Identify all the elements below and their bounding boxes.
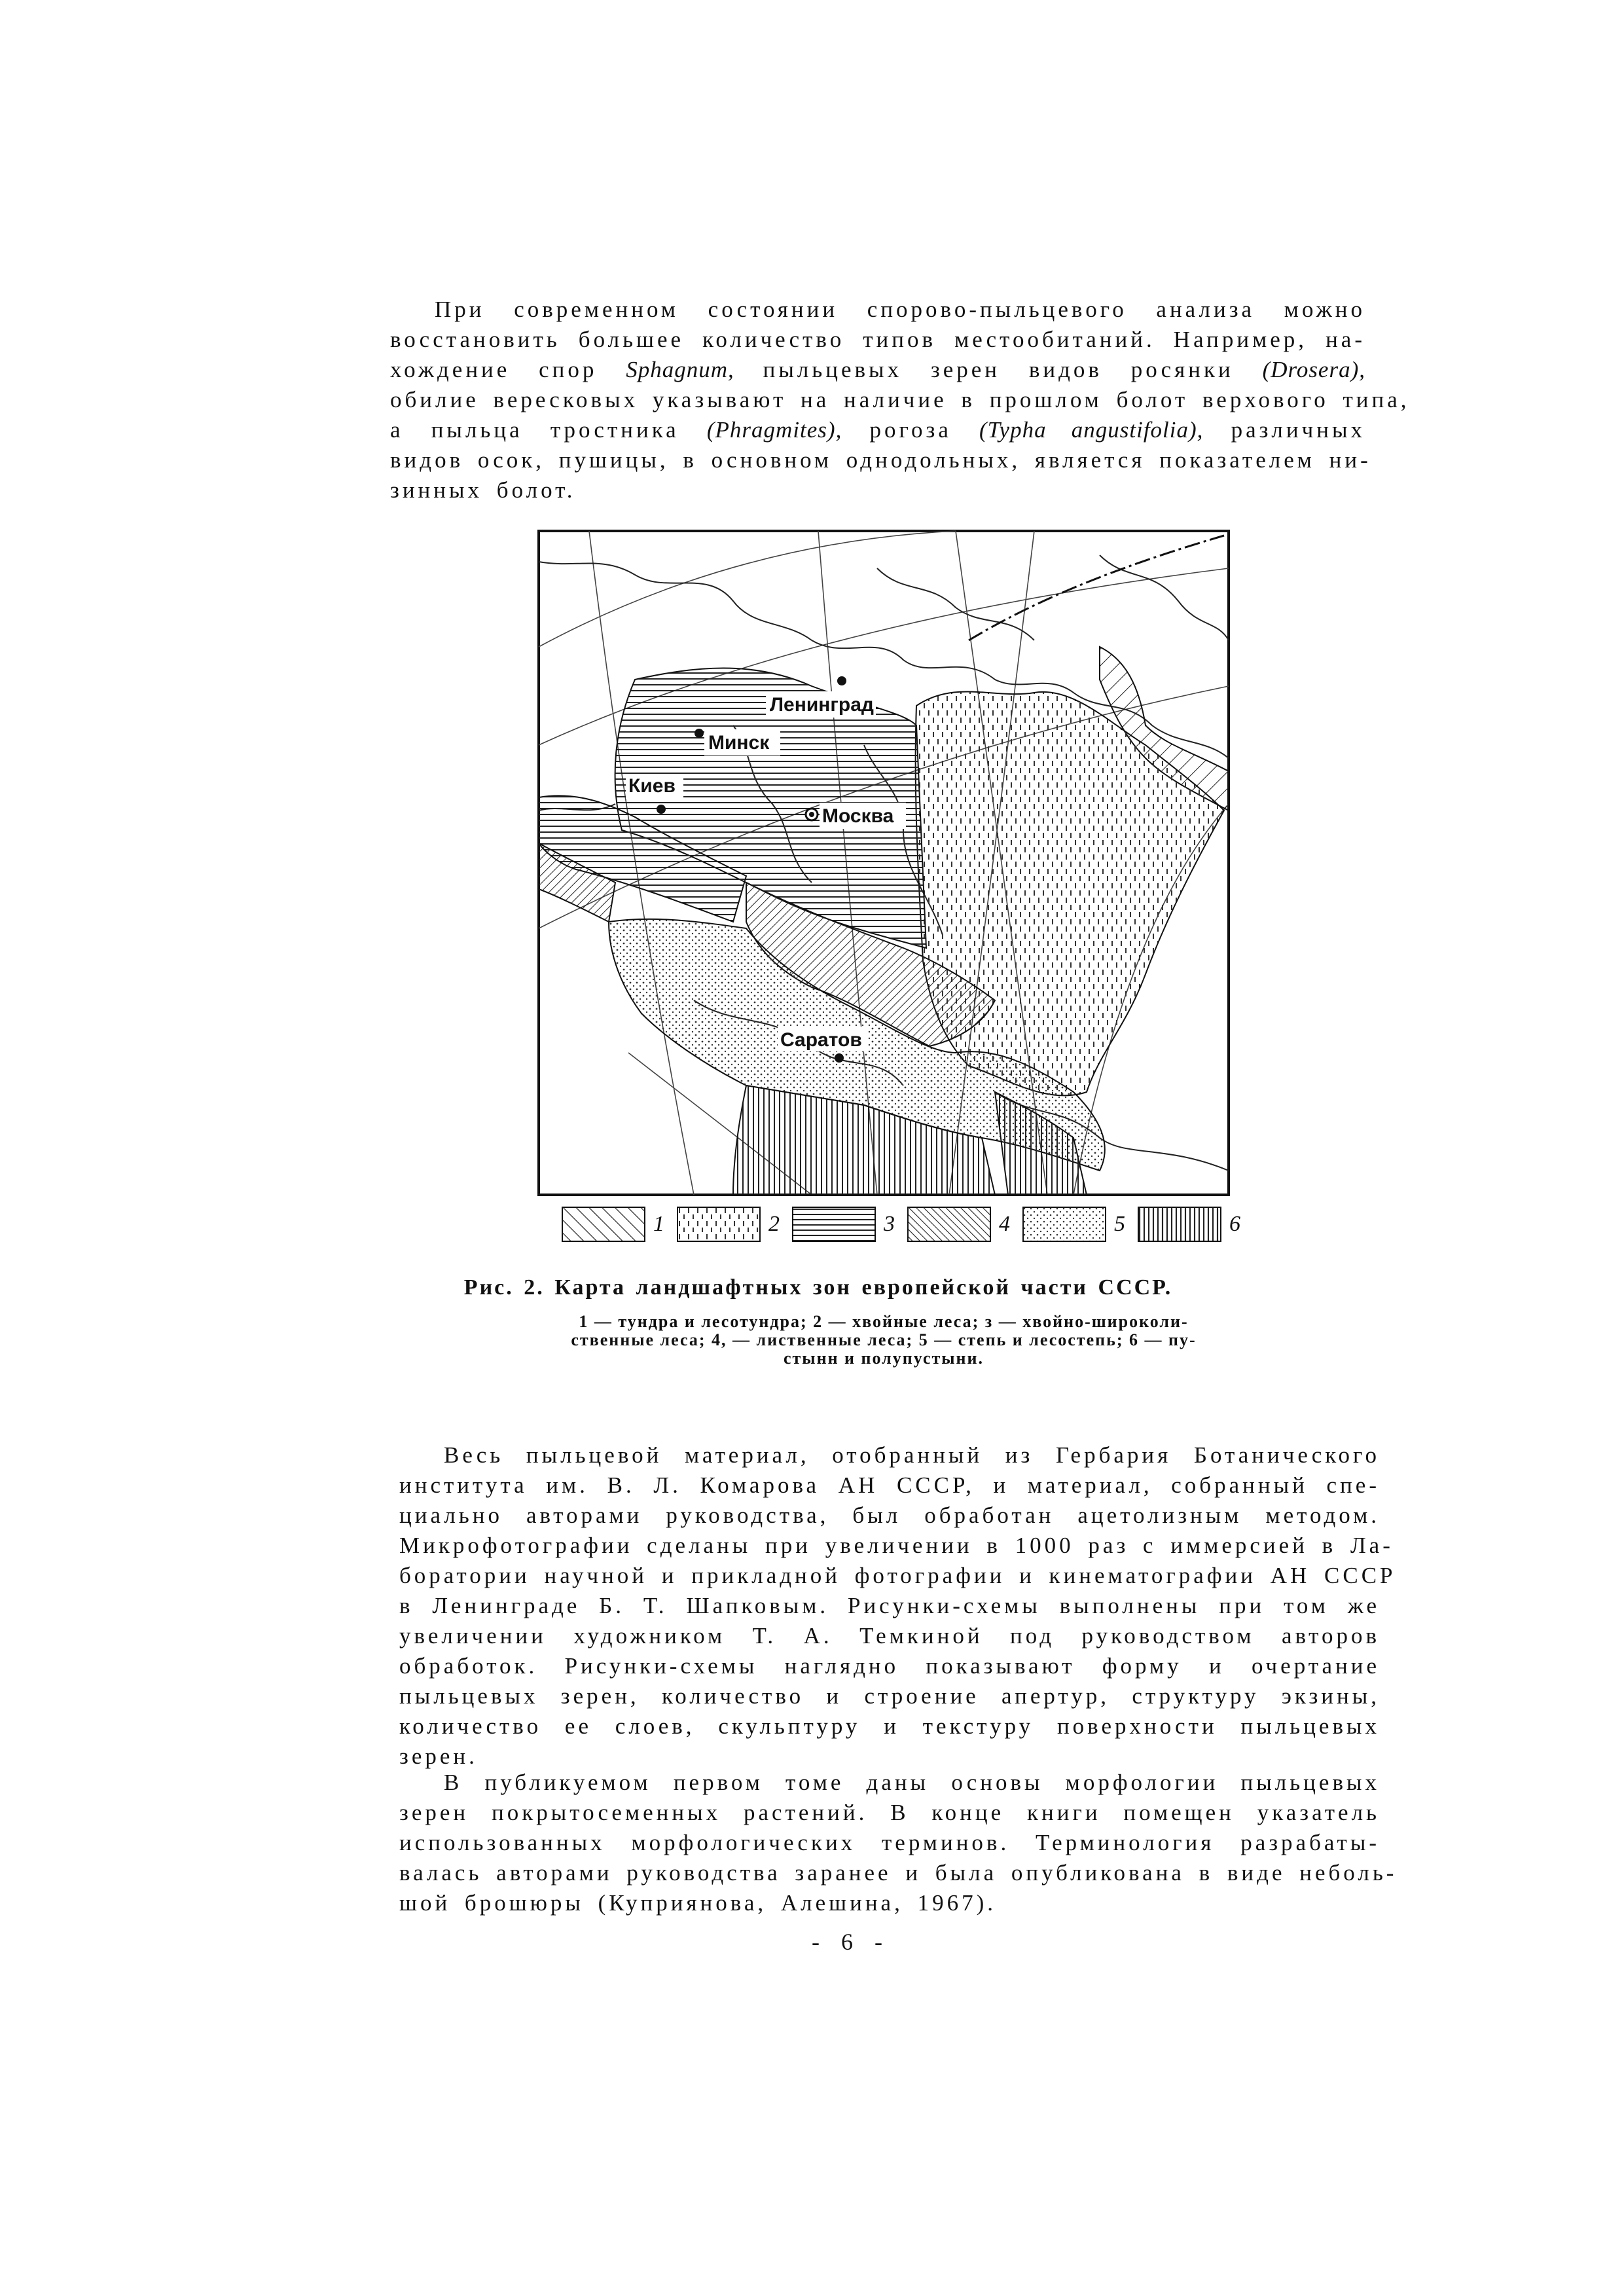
paragraph-text: обилие вересковых указывают на наличие в прошлом болот верхового типа,	[390, 387, 1410, 412]
paragraph-text: зинных болот.	[390, 477, 576, 503]
page-number	[812, 1928, 1008, 1956]
legend-swatch-dots-icon	[1022, 1207, 1106, 1242]
body-paragraph-2	[399, 1768, 1398, 1918]
paragraph-line: института им. В. Л. Комарова АН СССР, и материал, собранный спе-	[399, 1472, 1380, 1498]
paragraph-line: циально авторами руководства, был обработан ацетолизным методом.	[399, 1503, 1380, 1528]
paragraph-text: хождение спор	[390, 357, 626, 382]
legend-swatch-horizontal-lines-icon	[792, 1207, 876, 1242]
latin-taxon-name: (Typha angustifolia),	[979, 417, 1204, 443]
paragraph-line: обработок. Рисунки-схемы наглядно показывают форму и очертание	[399, 1653, 1380, 1679]
map-svg	[537, 529, 1231, 1197]
paragraph-line: количество ее слоев, скульптуру и текстуру поверхности пыльцевых	[399, 1713, 1380, 1739]
paragraph-line: зерен.	[399, 1743, 478, 1769]
paragraph-line: пыльцевых зерен, количество и строение апертур, структуру экзины,	[399, 1683, 1380, 1709]
latin-taxon-name: Sphagnum,	[626, 357, 734, 382]
paragraph-text: а пыльца тростника	[390, 417, 707, 443]
legend-swatch-vertical-dashes-icon	[677, 1207, 761, 1242]
paragraph-line	[390, 475, 1365, 505]
page-number-dash-right: -	[875, 1929, 890, 1955]
legend-number: 5	[1114, 1212, 1125, 1236]
paragraph-line	[390, 355, 1365, 385]
caption-line: 1 — тундра и лесотундра; 2 — хвойные леса; з — хвойно-широколи-	[579, 1312, 1189, 1331]
paragraph-text: рогоза	[842, 417, 980, 443]
city-label-moscow: Москва	[822, 805, 894, 827]
city-marker	[837, 676, 846, 685]
paragraph-line: В публикуемом первом томе даны основы морфологии пыльцевых	[444, 1770, 1380, 1795]
paragraph-line	[390, 295, 1365, 325]
figure-caption	[530, 1313, 1237, 1368]
city-marker	[835, 1053, 844, 1063]
legend-number: 6	[1229, 1212, 1240, 1236]
paragraph-line	[390, 325, 1365, 355]
paragraph-line: Микрофотографии сделаны при увеличении в 1000 раз с иммерсией в Ла-	[399, 1533, 1394, 1558]
city-marker	[695, 729, 704, 738]
caption-line: ственные леса; 4, — лиственные леса; 5 — степь и лесостепь; 6 — пу-	[571, 1330, 1197, 1349]
legend-number: 3	[884, 1212, 895, 1236]
paragraph-line: увеличении художником Т. А. Темкиной под руководством авторов	[399, 1623, 1380, 1649]
page-number-dash-left: -	[812, 1929, 827, 1955]
paragraph-line: боратории научной и прикладной фотографии и кинематографии АН СССР	[399, 1563, 1396, 1588]
city-label-kiev: Киев	[628, 775, 676, 797]
city-minsk	[695, 729, 780, 756]
paragraph-text: видов осок, пушицы, в основном однодольных, является показателем ни-	[390, 447, 1371, 473]
paragraph-line: зерен покрытосеменных растений. В конце книги помещен указатель	[399, 1800, 1380, 1825]
legend-swatch-diag-dense-icon	[907, 1207, 991, 1242]
latin-taxon-name: (Phragmites),	[706, 417, 842, 443]
legend-number: 2	[768, 1212, 780, 1236]
intro-paragraph	[390, 295, 1410, 505]
legend-swatch-diag-wide-icon	[562, 1207, 645, 1242]
city-label-leningrad: Ленинград	[770, 694, 874, 716]
landscape-zones-map	[537, 529, 1231, 1197]
figure-title: Рис. 2. Карта ландшафтных зон европейской части СССР.	[463, 1275, 1173, 1300]
caption-line: стынн и полупустыни.	[783, 1349, 984, 1368]
page-number-value: 6	[841, 1929, 861, 1955]
latin-taxon-name: (Drosera),	[1262, 357, 1365, 382]
legend-number: 1	[653, 1212, 664, 1236]
legend-number: 4	[999, 1212, 1010, 1236]
paragraph-text: При современном состоянии спорово-пыльцевого анализа можно	[435, 297, 1365, 322]
paragraph-line: в Ленинграде Б. Т. Шапковым. Рисунки-схемы выполнены при том же	[399, 1593, 1380, 1618]
city-marker	[657, 805, 666, 814]
city-label-saratov: Саратов	[780, 1029, 862, 1051]
paragraph-line	[390, 385, 1410, 415]
legend-swatch-vertical-lines-icon	[1138, 1207, 1221, 1242]
body-paragraph-1	[399, 1440, 1396, 1772]
paragraph-line	[390, 415, 1365, 445]
paragraph-line: валась авторами руководства заранее и была опубликована в виде неболь-	[399, 1860, 1398, 1886]
paragraph-line: Весь пыльцевой материал, отобранный из Гербария Ботанического	[444, 1442, 1380, 1468]
paragraph-line	[390, 445, 1371, 475]
city-moscow	[806, 803, 906, 829]
city-label-minsk: Минск	[708, 732, 770, 754]
map-legend	[562, 1207, 1240, 1246]
paragraph-text: пыльцевых зерен видов росянки	[734, 357, 1263, 382]
paragraph-text: различных	[1203, 417, 1365, 443]
paragraph-text: восстановить большее количество типов местообитаний. Например, на-	[390, 327, 1365, 352]
paragraph-line: шой брошюры (Куприянова, Алешина, 1967).	[399, 1890, 996, 1916]
paragraph-line: использованных морфологических терминов. Терминология разрабаты-	[399, 1830, 1380, 1855]
